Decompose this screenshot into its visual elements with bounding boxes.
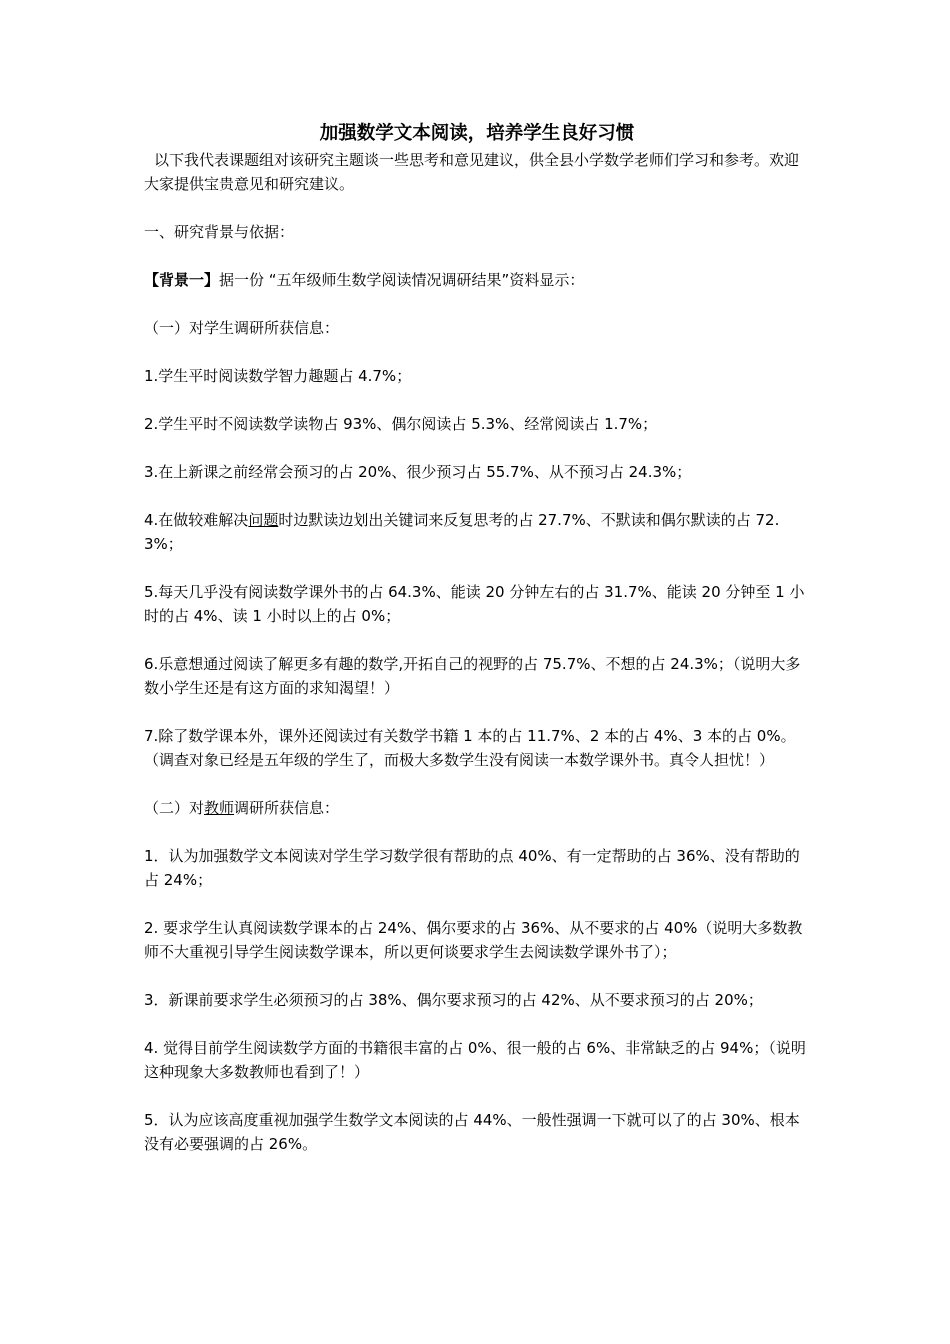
document-body: [144, 120, 810, 1156]
student-item-4-underlined: 问题: [248, 511, 279, 529]
student-item-4-part-a: 4.在做较难解决: [144, 511, 249, 529]
student-item-4-part-b: 时边默读边划出关键词来反复思考的占 27.7%、不默读和偶尔默读的占 72.3%；: [144, 511, 780, 553]
teacher-survey-heading: [144, 796, 810, 820]
student-item-2: 2.学生平时不阅读数学读物占 93%、偶尔阅读占 5.3%、经常阅读占 1.7%；: [144, 415, 658, 433]
student-item-6: 6.乐意想通过阅读了解更多有趣的数学,开拓自己的视野的占 75.7%、不想的占 24.3%；（说明大多数小学生还是有这方面的求知渴望！）: [144, 655, 801, 697]
background-one-text: 据一份 “五年级师生数学阅读情况调研结果”资料显示：: [219, 271, 585, 289]
teacher-heading-part-b: 调研所获信息：: [234, 799, 340, 817]
document-title: 加强数学文本阅读，培养学生良好习惯: [319, 123, 635, 144]
teacher-item-1: 1．认为加强数学文本阅读对学生学习数学很有帮助的点 40%、有一定帮助的占 36%、没有帮助的占 24%；: [144, 847, 800, 889]
teacher-heading-part-a: （二）对: [144, 799, 205, 817]
section-heading-background: 一、研究背景与依据：: [144, 223, 295, 241]
background-one-paragraph: [144, 268, 810, 292]
student-item-4: [144, 508, 810, 556]
intro-paragraph: 以下我代表课题组对该研究主题谈一些思考和意见建议，供全县小学数学老师们学习和参考。欢迎大家提供宝贵意见和研究建议。: [144, 151, 800, 193]
student-item-7: 7.除了数学课本外，课外还阅读过有关数学书籍 1 本的占 11.7%、2 本的占 4%、3 本的占 0%。（调查对象已经是五年级的学生了，而极大多数学生没有阅读一本数学课外书。真令人担忧！）: [144, 727, 796, 769]
teacher-item-3: 3．新课前要求学生必须预习的占 38%、偶尔要求预习的占 42%、从不要求预习的占 20%；: [144, 991, 763, 1009]
student-survey-heading: （一）对学生调研所获信息：: [144, 319, 340, 337]
teacher-heading-underlined: 教师: [204, 799, 235, 817]
teacher-item-4: 4. 觉得目前学生阅读数学方面的书籍很丰富的占 0%、很一般的占 6%、非常缺乏的占 94%；（说明这种现象大多数教师也看到了！）: [144, 1039, 806, 1081]
student-item-3: 3.在上新课之前经常会预习的占 20%、很少预习占 55.7%、从不预习占 24.3%；: [144, 463, 692, 481]
background-one-label: 【背景一】: [144, 271, 220, 289]
student-item-5: 5.每天几乎没有阅读数学课外书的占 64.3%、能读 20 分钟左右的占 31.7%、能读 20 分钟至 1 小时的占 4%、读 1 小时以上的占 0%；: [144, 583, 805, 625]
teacher-item-2: 2. 要求学生认真阅读数学课本的占 24%、偶尔要求的占 36%、从不要求的占 40%（说明大多数教师不大重视引导学生阅读数学课本，所以更何谈要求学生去阅读数学课外书了）；: [144, 919, 803, 961]
student-item-1: 1.学生平时阅读数学智力趣题占 4.7%；: [144, 367, 412, 385]
teacher-item-5: 5．认为应该高度重视加强学生数学文本阅读的占 44%、一般性强调一下就可以了的占 30%、根本没有必要强调的占 26%。: [144, 1111, 800, 1153]
